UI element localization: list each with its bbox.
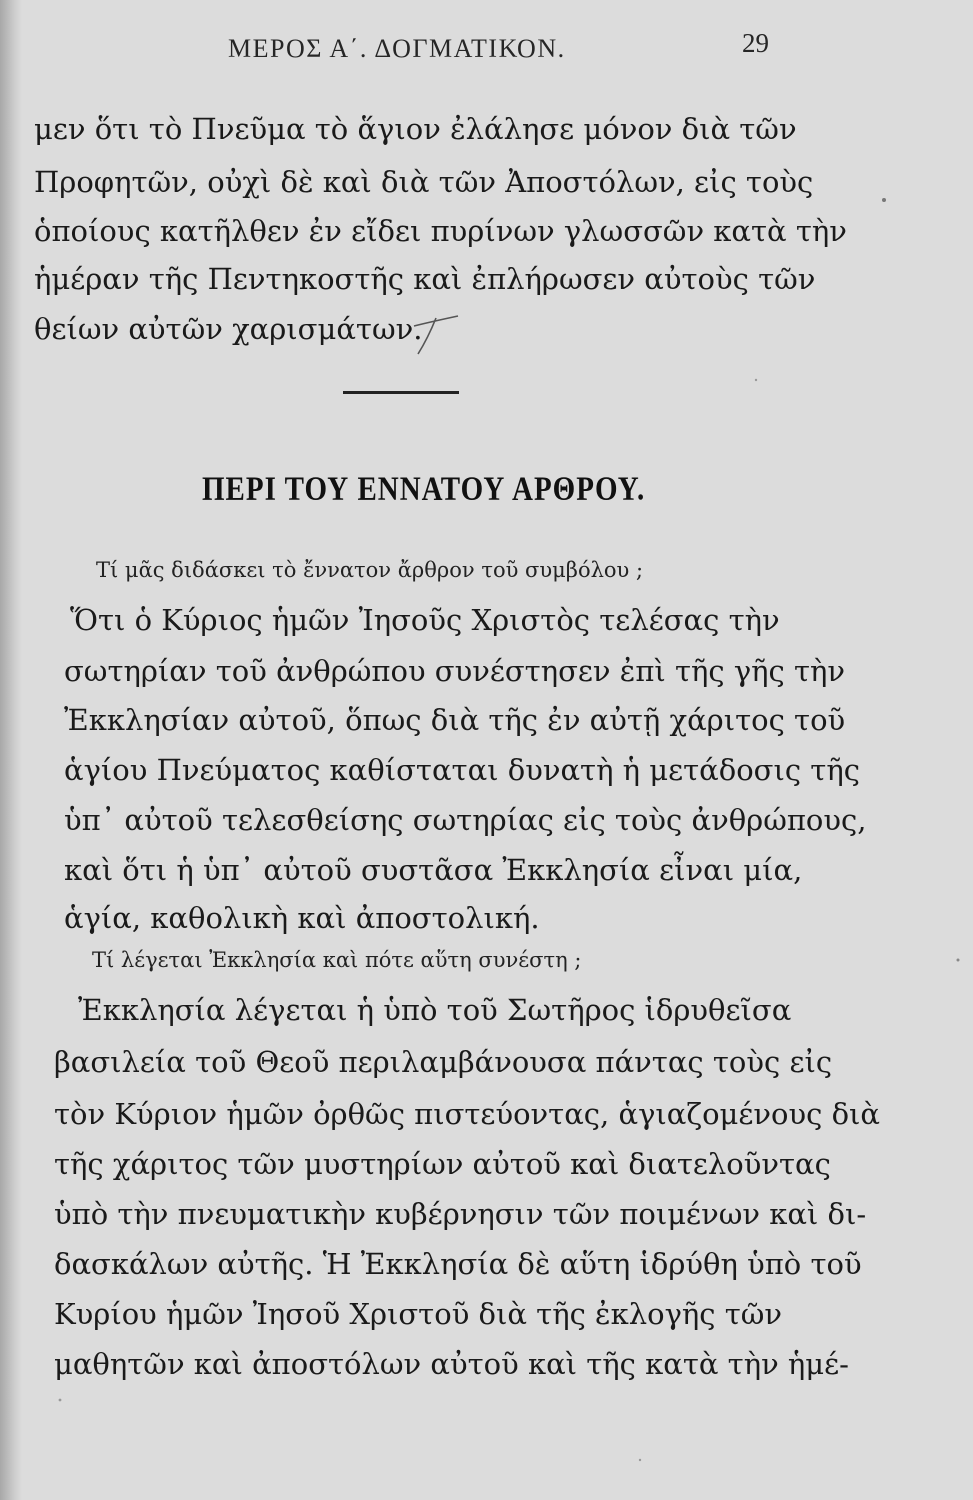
answer-2-line-8: μαθητῶν καὶ ἀποστόλων αὐτοῦ καὶ τῆς κατὰ τὴν ἡμέ- xyxy=(54,1347,849,1381)
answer-1-line-1: Ὅτι ὁ Κύριος ἡμῶν Ἰησοῦς Χριστὸς τελέσας τὴν xyxy=(70,603,780,637)
question-2: Τί λέγεται Ἐκκλησία καὶ πότε αὕτη συνέστη ; xyxy=(92,948,582,972)
answer-2-line-5: ὑπὸ τὴν πνευματικὴν κυβέρνησιν τῶν ποιμένων καὶ δι- xyxy=(54,1197,867,1231)
answer-1-line-4: ἁγίου Πνεύματος καθίσταται δυνατὴ ἡ μετάδοσις τῆς xyxy=(64,753,860,787)
binding-shadow xyxy=(0,0,22,1500)
answer-2-line-7: Κυρίου ἡμῶν Ἰησοῦ Χριστοῦ διὰ τῆς ἐκλογῆς τῶν xyxy=(54,1297,783,1331)
running-head: ΜΕΡΟΣ Α΄. ΔΟΓΜΑΤΙΚΟΝ. xyxy=(228,34,566,63)
answer-1-line-6: καὶ ὅτι ἡ ὑπ᾽ αὐτοῦ συστᾶσα Ἐκκλησία εἶναι μία, xyxy=(64,853,803,887)
intro-line-5: θείων αὐτῶν χαρισμάτων. xyxy=(34,312,423,346)
question-1: Τί μᾶς διδάσκει τὸ ἔννατον ἄρθρον τοῦ συμβόλου ; xyxy=(96,558,644,582)
answer-1-line-3: Ἐκκλησίαν αὐτοῦ, ὅπως διὰ τῆς ἐν αὐτῇ χάριτος τοῦ xyxy=(64,703,846,737)
answer-2-line-1: Ἐκκλησία λέγεται ἡ ὑπὸ τοῦ Σωτῆρος ἱδρυθεῖσα xyxy=(78,993,792,1027)
answer-1-line-2: σωτηρίαν τοῦ ἀνθρώπου συνέστησεν ἐπὶ τῆς γῆς τὴν xyxy=(64,654,846,688)
answer-1-line-5: ὑπ᾽ αὐτοῦ τελεσθείσης σωτηρίας εἰς τοὺς ἀνθρώπους, xyxy=(64,803,867,837)
section-title: ΠΕΡΙ ΤΟΥ ΕΝΝΑΤΟΥ ΑΡΘΡΟΥ. xyxy=(202,470,646,508)
answer-1-line-7: ἁγία, καθολικὴ καὶ ἀποστολική. xyxy=(64,901,540,935)
answer-2-line-4: τῆς χάριτος τῶν μυστηρίων αὐτοῦ καὶ διατελοῦντας xyxy=(54,1147,831,1181)
pencil-mark-icon xyxy=(410,312,462,356)
intro-line-1: μεν ὅτι τὸ Πνεῦμα τὸ ἅγιον ἐλάλησε μόνον διὰ τῶν xyxy=(34,112,797,146)
answer-2-line-6: δασκάλων αὐτῆς. Ἡ Ἐκκλησία δὲ αὕτη ἱδρύθη ὑπὸ τοῦ xyxy=(54,1247,862,1281)
intro-line-3: ὁποίους κατῆλθεν ἐν εἴδει πυρίνων γλωσσῶν κατὰ τὴν xyxy=(34,214,847,248)
answer-2-line-3: τὸν Κύριον ἡμῶν ὀρθῶς πιστεύοντας, ἁγιαζομένους διὰ xyxy=(54,1097,880,1131)
answer-2-line-2: βασιλεία τοῦ Θεοῦ περιλαμβάνουσα πάντας τοὺς εἰς xyxy=(54,1045,833,1079)
intro-line-4: ἡμέραν τῆς Πεντηκοστῆς καὶ ἐπλήρωσεν αὐτοὺς τῶν xyxy=(34,262,816,296)
page-number: 29 xyxy=(742,28,769,58)
intro-line-2: Προφητῶν, οὐχὶ δὲ καὶ διὰ τῶν Ἀποστόλων, εἰς τοὺς xyxy=(34,165,814,199)
section-divider xyxy=(343,391,459,394)
